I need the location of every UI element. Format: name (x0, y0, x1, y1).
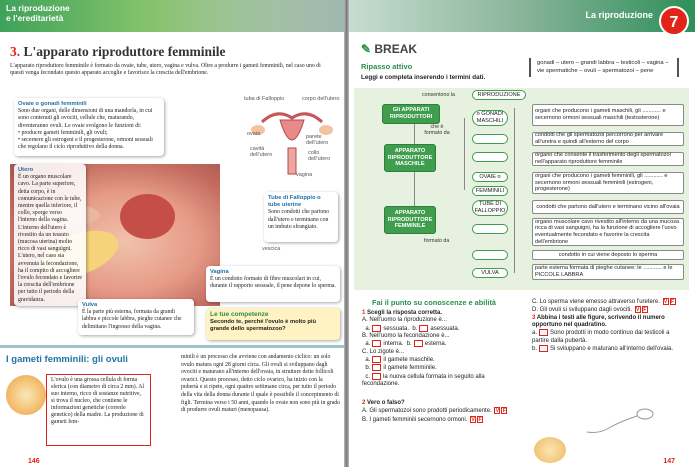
section-title (10, 44, 226, 60)
break-title (361, 42, 417, 56)
label-corpo: corpo dell'utero (302, 96, 340, 102)
header-photo (138, 0, 344, 32)
true-box[interactable]: V (663, 299, 668, 305)
q3a-text: Sono prodotti in modo continuo dai testicoli a partire dalla pubertà. (532, 330, 670, 344)
q1c-opt-b: il gamete femminile. (383, 365, 437, 372)
q1a-opt-b: asessuata. (430, 325, 460, 332)
q1a-options (362, 326, 459, 332)
q1c-opt-c: la nuova cellula formata in seguito alla fecondazione. (362, 373, 485, 388)
label-cavita: cavità dell'utero (250, 146, 273, 159)
gameti-column: minili è un processo che avviene con andamento ciclico: un solo ovulo matura ogni 28 giorni circa. Gli ovuli si sviluppano dagli ovociti e maturano all'interno dell'ovaia, in strutture dette follicoli ovarici. Questo processo, detto ciclo ovarico, ha inizio con la pubertà e si ripete, ogni quattro settimane circa, per tutto il periodo della vita della donna durante il quale è possibile il concepimento di figli. Termina verso i 50 anni, quando le ovaie non sono più in grado di produrre ovuli maturi (menopausa). (181, 354, 341, 414)
question-1: 1 Scegli la risposta corretta. A. Nell'uomo la riproduzione è... a. sessuata. b. asessuata. B. Nell'uomo la fecondazione è... a. interna. b. esterna. C. Lo zigote è... a. il gamete maschile. b. il gamete femminile. c. la nuova cellula formata in seguito alla fecondazione. (362, 310, 485, 388)
q1b-opt-b: esterna. (424, 341, 447, 348)
answer-5: condotti che partono dall'utero e terminano vicino all'ovaia (532, 200, 684, 214)
q1-text: Scegli la risposta corretta. (367, 310, 443, 316)
ripasso-title: Ripasso attivo (361, 62, 413, 71)
page-number-right: 147 (663, 458, 675, 465)
q1b-opt-a: interna. (383, 341, 404, 348)
vagina-text: È un condotto formato di fibre muscolari in cui, durante il rapporto sessuale, il pene depone lo sperma. (210, 276, 336, 290)
conn-che: che è formato da (422, 124, 452, 136)
ovaie-box (14, 98, 164, 156)
node-femminili: FEMMINILI (472, 186, 508, 196)
vulva-title: Vulva (82, 302, 98, 308)
label-ovaia: ovaia (247, 131, 261, 137)
false-box[interactable]: F (502, 408, 506, 415)
node-apparati: Gli APPARATI RIPRODUTTORI (382, 104, 440, 124)
checkbox[interactable] (372, 373, 381, 380)
true-box[interactable]: V (495, 408, 500, 415)
instructions: Leggi e completa inserendo i termini dati. (361, 74, 486, 81)
conn-formato: formato da (424, 238, 450, 244)
node-blank-4[interactable] (472, 250, 508, 260)
tube-title: Tube di Falloppio o tube uterine (268, 195, 321, 209)
node-blank-2[interactable] (472, 152, 508, 162)
q2d-text: D. Gli ovuli si sviluppano dagli ovociti. (532, 307, 633, 314)
quiz-title: Fai il punto su conoscenze e abilità (372, 298, 497, 307)
intro-paragraph: L'apparato riproduttore femminile è formato da ovaie, tube, utero, vagina e vulva. Oltre a produrre i gameti femminili, nel caso uno di questi venga fecondato questo apparato accoglie e favorisce la crescita dell'embrione. (10, 63, 321, 77)
option-letter: a. (532, 330, 538, 337)
ovaie-bullet-2: • secernere gli estrogeni e il progesterone, ormoni sessuali che regolano il ciclo riproduttivo della donna. (18, 137, 153, 151)
node-blank-1[interactable] (472, 134, 508, 144)
true-box[interactable]: V (471, 416, 475, 423)
competenze-text: Secondo te, perché l'ovulo è molto più grande dello spermatozoo? (210, 319, 317, 333)
answer-7: condotto in cui viene deposto lo sperma (532, 250, 684, 260)
q1c-text: C. Lo zigote è... (362, 348, 405, 355)
q2a-text: A. Gli spermatozoi sono prodotti periodicamente. (362, 408, 492, 415)
false-box[interactable]: F (478, 416, 482, 423)
left-header-banner (0, 0, 344, 32)
map-line (514, 108, 515, 273)
checkbox[interactable] (414, 340, 423, 347)
conn-consentono: consentono la (422, 92, 455, 98)
checkbox[interactable] (539, 345, 548, 352)
ovaie-bullet-1: • producre gameti femminili, gli ovuli; (18, 129, 108, 136)
page-number-left: 146 (28, 458, 40, 465)
node-tube: TUBE DI FALLOPPIO (472, 200, 508, 216)
section-number: 3. (10, 44, 21, 59)
checkbox[interactable] (372, 364, 381, 371)
tube-text: Sono condotti che partono dall'utero e terminano con un imbuto sfrangiato. (268, 209, 330, 230)
node-vulva: VULVA (472, 268, 508, 278)
sperm-illustration (579, 402, 659, 442)
option-letter: a. (365, 341, 371, 348)
answer-2: condotti che gli spermatozoi percorrono per arrivare all'uretra e quindi all'esterno del corpo (532, 132, 684, 146)
concept-map (354, 88, 689, 290)
option-letter: b. (406, 341, 412, 348)
ovaie-title: Ovaie o gonadi femminili (18, 101, 87, 107)
checkbox[interactable] (372, 340, 381, 347)
chapter-badge: 7 (659, 6, 689, 36)
option-letter: a. (365, 357, 371, 364)
node-riproduzione: RIPRODUZIONE (472, 90, 526, 100)
utero-box (14, 164, 86, 306)
question-2-cont: C. Lo sperma viene emesso attraverso l'uretere. V F D. Gli ovuli si sviluppano dagli ovociti. V F 3 Abbina i testi alle figure, scrivendo il numero opportuno nel quadratino. a. Sono prodotti in modo continuo dai testicoli a partire dalla pubertà. b. Si sviluppano e maturano all'interno dell'ovaia. (532, 299, 675, 352)
q1a-opt-a: sessuata. (383, 325, 410, 332)
false-box[interactable]: F (671, 299, 675, 305)
right-header-banner (349, 0, 695, 32)
node-femminile: APPARATO RIPRODUTTORE FEMMINILE (384, 206, 436, 234)
node-ovaie: OVAIE o (472, 172, 508, 182)
answer-4: organi che producono i gameti femminili, gli ............ e secernono ormoni sessuali femminili (estrogeni, progesterone) (532, 172, 684, 194)
chapter-heading: La riproduzione e l'ereditarietà (6, 3, 70, 23)
break-text: BREAK (374, 42, 418, 56)
left-page (0, 0, 344, 467)
option-letter: a. (365, 325, 371, 332)
right-chapter-heading: La riproduzione (585, 10, 653, 20)
answer-3: organo che consente il trasferimento degli spermatozoi nell'apparato riproduttore femminile (532, 152, 684, 166)
node-maschile: APPARATO RIPRODUTTORE MASCHILE (384, 144, 436, 172)
section-title-text: L'apparato riproduttore femminile (23, 44, 226, 59)
gameti-highlight-box: L'ovulo è una grossa cellula di forma sferica (con diametro di circa 2 mm). Al suo interno, ricco di sostanze nutritive, si trova il nucleo, che contiene le informazioni genetiche (corredo genetico) della madre. La produzione di gameti fem- (46, 374, 151, 446)
q2c-text: C. Lo sperma viene emesso attraverso l'uretere. (532, 299, 660, 305)
node-blank-3[interactable] (472, 224, 508, 234)
option-letter: b. (412, 325, 418, 332)
utero-title: Utero (18, 167, 34, 173)
answer-1: organi che producono i gameti maschili, gli ............ e secernono ormoni sessuali maschili (testosterone) (532, 104, 684, 126)
question-2: 2 Vero o falso? A. Gli spermatozoi sono prodotti periodicamente. V F B. I gameti femminili secernono ormoni. V F (362, 400, 506, 423)
vulva-text: È la parte più esterna, formata da grandi labbra e piccole labbra, pieghe cutanee che delimitano l'ingresso della vagina. (82, 309, 182, 330)
tube-box (264, 192, 338, 242)
vulva-box (78, 299, 194, 335)
checkbox[interactable] (372, 325, 381, 332)
q1c-opt-a: il gamete maschile. (383, 357, 435, 364)
gameti-title: I gameti femminili: gli ovuli (6, 354, 128, 365)
vagina-box (206, 266, 340, 302)
quiz-section (354, 292, 689, 467)
checkbox[interactable] (372, 356, 381, 363)
q1b-options (362, 341, 446, 347)
true-box[interactable]: V (636, 307, 640, 314)
label-collo: collo dell'utero (308, 150, 331, 163)
ovulo-illustration (6, 375, 46, 415)
option-letter: b. (532, 345, 538, 352)
q3b-text: Si sviluppano e maturano all'interno dell'ovaia. (550, 345, 674, 352)
q2-text: Vero o falso? (367, 400, 405, 406)
egg-illustration (534, 437, 566, 463)
node-gonadi-maschili: o GONADI MASCHILI (472, 110, 508, 126)
vagina-title: Vagina (210, 269, 229, 275)
label-vagina: vagina (296, 172, 313, 178)
label-tuba: tuba di Falloppio (244, 96, 285, 102)
competenze-box (206, 308, 340, 340)
label-parete: parete dell'utero (306, 134, 329, 147)
q2b-text: B. I gameti femminili secernono ormoni. (362, 416, 468, 423)
false-box[interactable]: F (643, 307, 647, 314)
label-vescica: vescica (262, 246, 281, 252)
q1a-text: A. Nell'uomo la riproduzione è... (362, 317, 447, 324)
pencil-icon: ✎ (361, 42, 375, 56)
uterus-shape (120, 194, 175, 239)
checkbox[interactable] (539, 329, 548, 336)
right-page (349, 0, 695, 467)
answer-8: parte esterna formata di pieghe cutanee: le ............ e le PICCOLE LABBRA (532, 264, 684, 280)
map-line (464, 118, 465, 190)
option-letter: b. (365, 365, 371, 372)
answer-6: organo muscolare cavo rivestito all'interno da una mucosa ricca di vasi sanguigni, ha la funzione di accogliere l'uovo eventualmente fecondato e favorire la crescita dell'embrione (532, 218, 684, 246)
q1b-text: B. Nell'uomo la fecondazione è... (362, 332, 450, 339)
utero-text: È un organo muscolare cavo. La parte superiore, detta corpo, è in comunicazione con le tube, mentre quella inferiore, il collo, sporge verso l'interno della vagina. L'interno dell'utero è rivestito da un tessuto (mucosa uterina) molto ricco di vasi sanguigni. L'utero, nel caso sia avvenuta la fecondazione, ha il compito di accogliere l'ovulo fecondato e favorire la crescita dell'embrione per tutto il periodo della gravidanza. (18, 174, 82, 303)
q3-text: Abbina i testi alle figure, scrivendo il numero opportuno nel quadratino. (532, 314, 665, 328)
competenze-title: Le tue competenze (210, 311, 269, 318)
gameti-section (0, 345, 344, 467)
option-letter: c. (365, 373, 371, 380)
word-bank: gonadi – utero – grandi labbra – testicoli – vagina – vie spermatiche – ovuli – spermatozoi – pene (529, 58, 679, 77)
checkbox[interactable] (419, 325, 428, 332)
ovaie-text: Sono due organi, delle dimensioni di una mandorla, in cui sono contenuti gli ovociti, cellule che, maturando, diventeranno ovuli. Le ovaie svolgono le funzioni di: (18, 108, 153, 129)
